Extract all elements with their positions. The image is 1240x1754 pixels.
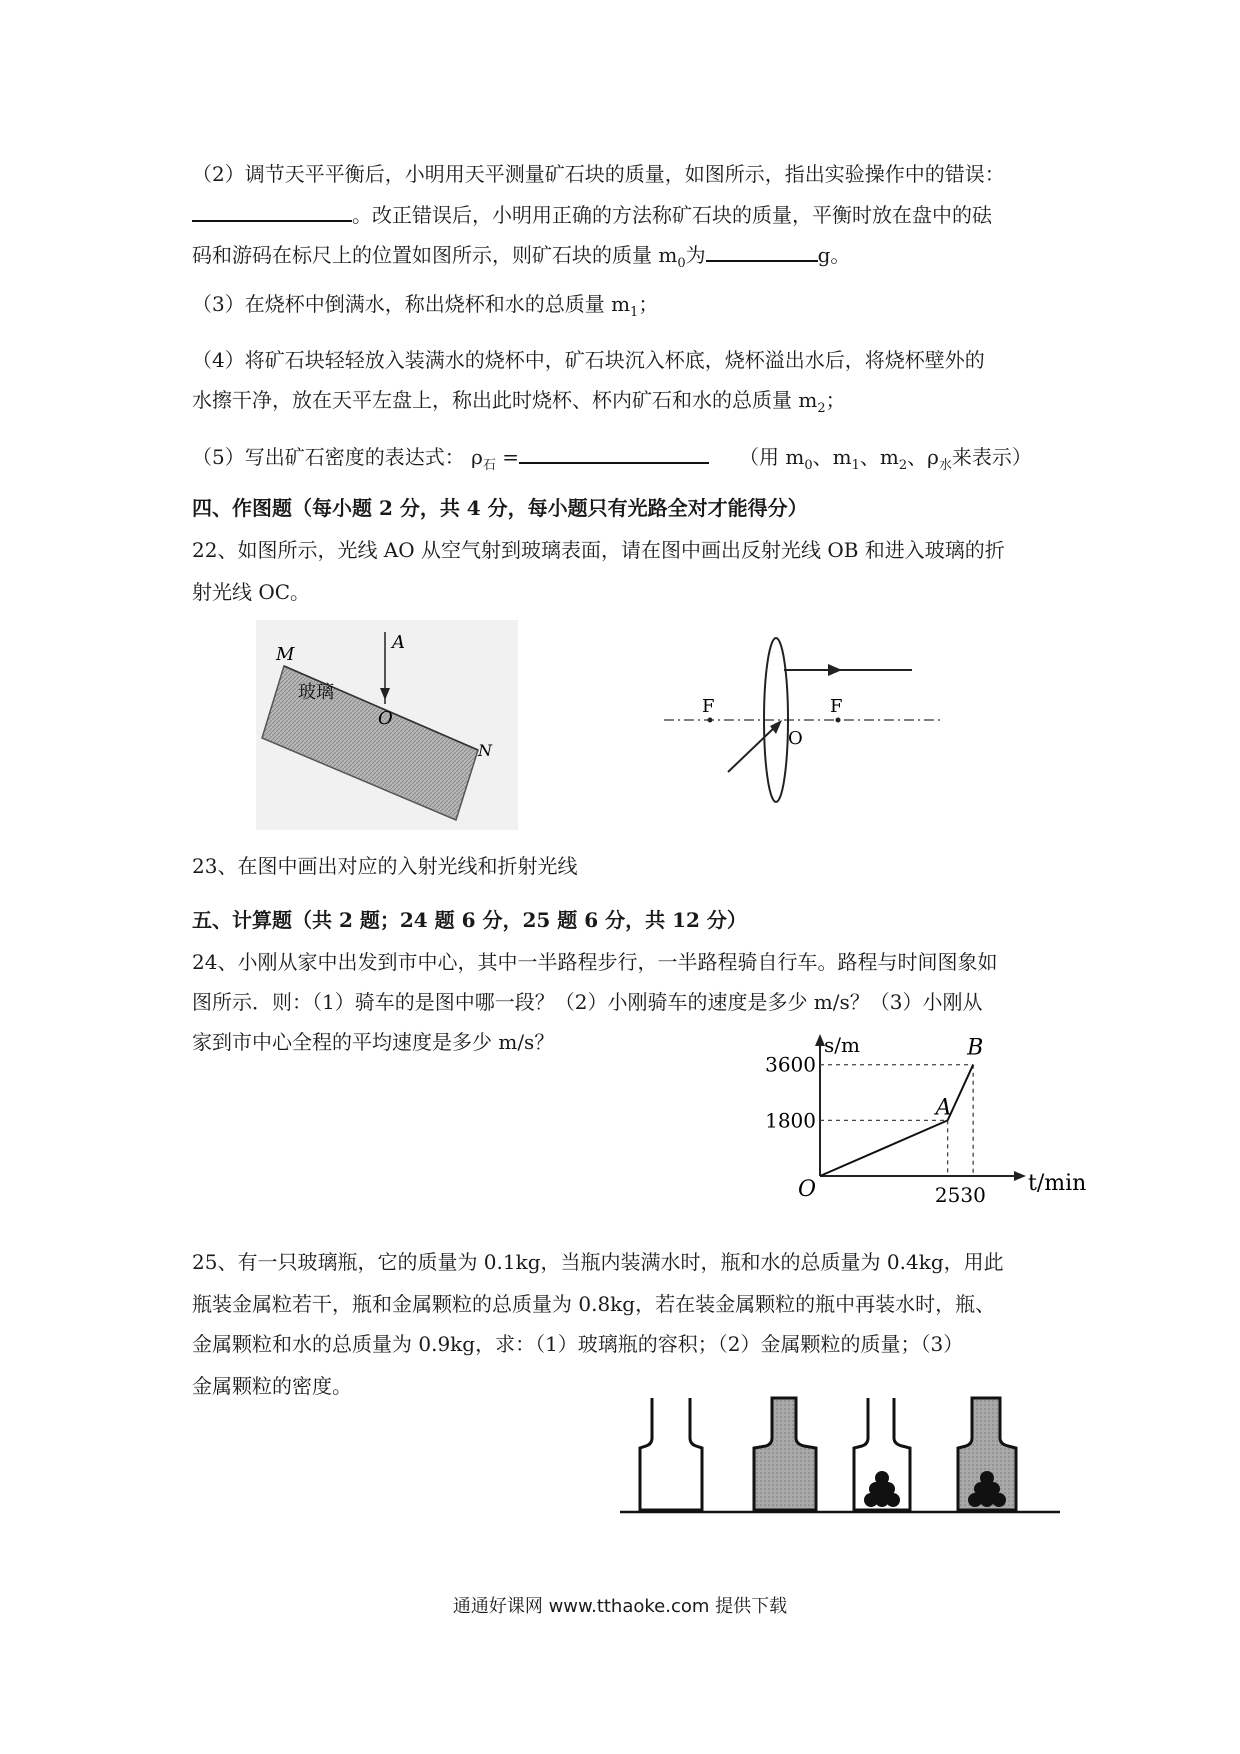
x-tick-label: 30: [960, 1183, 986, 1207]
q21-part3: （3）在烧杯中倒满水，称出烧杯和水的总质量 $m_1$；: [192, 292, 659, 320]
series-segment-OA: [820, 1120, 948, 1176]
glass-refraction-figure: [256, 620, 518, 830]
focus-right: [836, 718, 841, 723]
distance-time-chart: [765, 1030, 1087, 1222]
q25-line4: 金属颗粒的密度。: [192, 1374, 352, 1398]
convex-lens-figure: [648, 632, 968, 802]
answer-blank[interactable]: [519, 442, 709, 464]
arrow-right-icon: [828, 664, 842, 676]
q25-line3: 金属颗粒和水的总质量为 0.9kg，求：（1）玻璃瓶的容积；（2）金属颗粒的质量；（3）: [192, 1332, 964, 1356]
bottle-metal: [854, 1398, 910, 1510]
q22-line1: 22、如图所示，光线 AO 从空气射到玻璃表面，请在图中画出反射光线 OB 和进入玻璃的折: [192, 538, 1005, 562]
bottle-water: [754, 1398, 816, 1510]
label-o: O: [378, 708, 393, 729]
section5-title: 五、计算题（共 2 题；24 题 6 分，25 题 6 分，共 12 分）: [192, 908, 747, 932]
focus-left: [708, 718, 713, 723]
point-label-A: A: [935, 1095, 952, 1121]
y-axis-label: s/m: [824, 1033, 860, 1057]
q21-part2-line1: （2）调节天平平衡后，小明用天平测量矿石块的质量，如图所示，指出实验操作中的错误：: [192, 162, 1005, 186]
q23-text: 23、在图中画出对应的入射光线和折射光线: [192, 854, 578, 878]
answer-blank[interactable]: [192, 200, 352, 222]
incident-ray: [728, 726, 776, 772]
q21-part4-line1: （4）将矿石块轻轻放入装满水的烧杯中，矿石块沉入杯底，烧杯溢出水后，将烧杯壁外的: [192, 348, 985, 372]
label-m: M: [276, 644, 295, 665]
label-o: O: [788, 728, 803, 749]
section4-title: 四、作图题（每小题 2 分，共 4 分，每小题只有光路全对才能得分）: [192, 496, 808, 520]
point-label-B: B: [967, 1035, 984, 1061]
bottle-metal-water: [958, 1398, 1016, 1510]
x-tick-label: 25: [934, 1183, 961, 1207]
y-tick-label: 3600: [765, 1052, 816, 1077]
q22-line2: 射光线 OC。: [192, 580, 311, 604]
q21-part4-line2: 水擦干净，放在天平左盘上，称出此时烧杯、杯内矿石和水的总质量 $m_2$；: [192, 388, 846, 416]
page-footer: 通通好课网 www.tthaoke.com 提供下载: [452, 1596, 788, 1617]
q21-part2-line3: 码和游码在标尺上的位置如图所示，则矿石块的质量 $m_0$为 g。: [192, 240, 850, 278]
point-label-O: O: [798, 1177, 817, 1202]
y-tick-label: 1800: [765, 1108, 816, 1133]
bottles-figure: [620, 1396, 1060, 1522]
bottle-empty: [640, 1398, 702, 1510]
arrow-icon: [770, 720, 782, 734]
q25-line2: 瓶装金属粒若干，瓶和金属颗粒的总质量为 0.8kg，若在装金属颗粒的瓶中再装水时，瓶、: [192, 1292, 996, 1316]
q25-line1: 25、有一只玻璃瓶，它的质量为 0.1kg，当瓶内装满水时，瓶和水的总质量为 0.4kg，用此: [192, 1250, 1004, 1274]
q24-line1: 24、小刚从家中出发到市中心，其中一半路程步行，一半路程骑自行车。路程与时间图象如: [192, 950, 998, 974]
label-glass: 玻璃: [298, 682, 334, 703]
label-f-left: F: [702, 696, 715, 717]
label-n: N: [478, 741, 492, 760]
q24-line3: 家到市中心全程的平均速度是多少 m/s？: [192, 1030, 555, 1054]
answer-blank[interactable]: [706, 240, 818, 262]
x-axis-arrow-icon: [1014, 1171, 1026, 1181]
label-f-right: F: [830, 696, 843, 717]
q21-part5: （5）写出矿石密度的表达式： $\rho_石$ = （用 $m_0$、$m_1$、$m_2$、$\rho_水$来表示）: [192, 442, 1032, 480]
label-a: A: [392, 632, 405, 653]
x-axis-label: t/min: [1028, 1171, 1087, 1196]
q24-line2: 图所示．则：（1）骑车的是图中哪一段？（2）小刚骑车的速度是多少 m/s？（3）小刚从: [192, 990, 983, 1014]
q21-part2-line2: 。改正错误后，小明用正确的方法称矿石块的质量，平衡时放在盘中的砝: [192, 200, 992, 229]
